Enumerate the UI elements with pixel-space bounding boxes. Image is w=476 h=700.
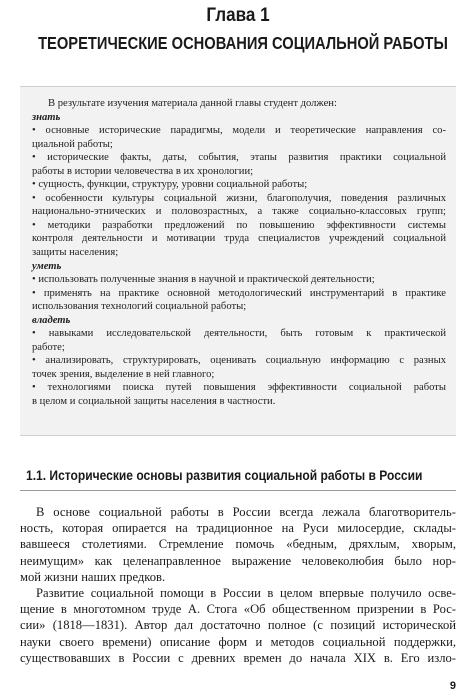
body-text <box>20 504 456 666</box>
chapter-title: ТЕОРЕТИЧЕСКИЕ ОСНОВАНИЯ СОЦИАЛЬНОЙ РАБОТЫ <box>38 33 448 53</box>
paragraph-line: вавшееся столетиями. Стремление помочь «бедным, дряхлым, хворым, <box>20 537 456 552</box>
paragraph-line: науки своего времени) описание форм и методов социальной поддержки, <box>20 634 456 649</box>
objective-item: • сущность, функции, структуру, уровни социальной работы; <box>32 179 308 191</box>
master-heading: владеть <box>32 314 71 326</box>
objective-item: • исторические факты, даты, события, этапы развития практики социальной <box>32 152 446 164</box>
objective-item: • технологиями поиска путей повышения эффективности социальной работы <box>32 382 446 394</box>
can-heading: уметь <box>32 260 62 272</box>
objective-item: национально-этнических и половозрастных, а также социально-классовых групп; <box>32 206 446 218</box>
objective-item: • основные исторические парадигмы, модели и теоретические направления со- <box>32 125 446 137</box>
objective-item: • анализировать, структурировать, оценивать социальную информацию с разных <box>32 355 446 367</box>
chapter-label: Глава 1 <box>206 5 270 26</box>
paragraph-line: щение в многотомном труде А. Стога «Об общественном призрении в Рос- <box>20 602 456 617</box>
objective-item: циальной работы; <box>32 138 113 150</box>
objective-item: • методики разработки предложений по повышению эффективности системы <box>32 219 446 231</box>
objective-item: контроля деятельности и мотивации труда специалистов учреждений социальной <box>32 233 446 245</box>
paragraph-line: сии» (1818—1831). Автор дал достаточно полное (с позиций исторической <box>20 618 456 633</box>
objective-item: точек зрения, выделение в ней главного; <box>32 368 215 380</box>
objective-item: работе; <box>32 341 65 353</box>
objective-item: защиты населения; <box>32 247 119 259</box>
paragraph-line: существовавших в России с древних времен до начала XIX в. Его изло- <box>20 650 456 665</box>
learning-objectives-box <box>20 86 456 436</box>
paragraph-line: неимущим» как целенаправленное выражение человеколюбия было нор- <box>20 553 456 568</box>
section-title: 1.1. Исторические основы развития социальной работы в России <box>26 467 423 483</box>
paragraph-line: В основе социальной работы в России всегда лежала благотворитель- <box>36 505 456 519</box>
objective-item: в целом и социальной защиты населения в частности. <box>32 396 276 408</box>
know-heading: знать <box>32 111 61 123</box>
objective-item: работы в истории человечества в их хронологии; <box>32 165 254 177</box>
paragraph-line: ность, которая опирается на традиционное на Руси милосердие, склады- <box>20 521 456 536</box>
objective-item: • особенности культуры социальной жизни, благополучия, поведения различных <box>32 192 446 204</box>
page-number: 9 <box>449 680 456 692</box>
paragraph-line: мой жизни наших предков. <box>20 569 166 584</box>
section-divider <box>20 490 456 491</box>
objective-item: использования технологий социальной работы; <box>32 301 247 313</box>
objective-item: • использовать полученные знания в научной и практической деятельности; <box>32 274 375 286</box>
paragraph-line: Развитие социальной помощи в России в целом впервые получило осве- <box>36 586 456 601</box>
objective-item: • навыками исследовательской деятельности, быть готовым к практической <box>32 328 446 340</box>
objective-item: • применять на практике основной методологический инструментарий в практике <box>32 287 446 299</box>
learning-objectives-text <box>32 97 446 409</box>
objectives-intro: В результате изучения материала данной главы студент должен: <box>48 98 337 109</box>
